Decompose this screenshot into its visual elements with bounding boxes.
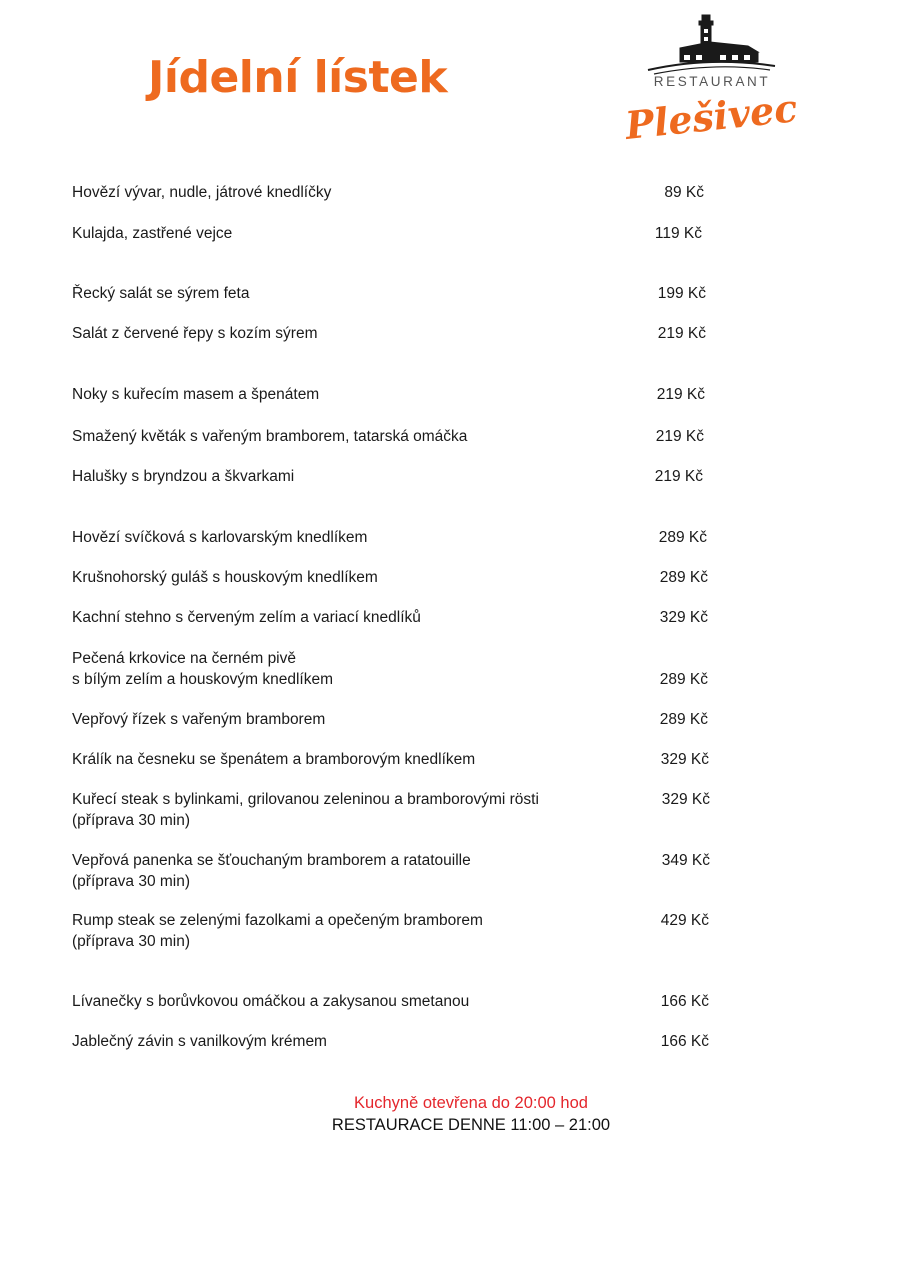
footer [0, 1092, 900, 1136]
item-price: 219 Kč [655, 428, 704, 445]
menu-item [72, 789, 712, 831]
item-name: Kachní stehno s červeným zelím a variací knedlíků [72, 609, 421, 626]
menu-item [72, 283, 712, 304]
item-price: 119 Kč [654, 225, 702, 242]
menu-item [72, 709, 712, 730]
item-price: 289 Kč [659, 711, 708, 728]
item-price: 329 Kč [660, 751, 709, 768]
item-price: 329 Kč [659, 609, 708, 626]
item-name: Vepřový řízek s vařeným bramborem [72, 711, 326, 728]
menu-item [72, 1031, 712, 1052]
menu-item [72, 527, 712, 548]
item-name: Hovězí vývar, nudle, játrové knedlíčky [72, 184, 332, 201]
item-name-line2: (příprava 30 min) [72, 812, 191, 829]
menu-item [72, 850, 712, 892]
item-name: Smažený květák s vařeným bramborem, tatarská omáčka [72, 428, 468, 445]
opening-hours: RESTAURACE DENNE 11:00 – 21:00 [331, 1116, 611, 1134]
item-name: Vepřová panenka se šťouchaným bramborem a ratatouille [72, 852, 471, 869]
item-price: 199 Kč [657, 285, 706, 302]
page-title: Jídelní lístek [148, 52, 448, 103]
item-name: Salát z červené řepy s kozím sýrem [72, 325, 318, 342]
item-price: 289 Kč [658, 529, 707, 546]
item-price: 219 Kč [654, 468, 703, 485]
item-name: Kulajda, zastřené vejce [72, 225, 233, 242]
menu-item [72, 323, 712, 344]
kitchen-hours-note: Kuchyně otevřena do 20:00 hod [354, 1094, 588, 1112]
item-name: Rump steak se zelenými fazolkami a opečeným bramborem [72, 912, 483, 929]
logo-name: Plešivec [623, 85, 800, 148]
item-name: Pečená krkovice na černém pivě [72, 650, 297, 667]
item-name: Králík na česneku se špenátem a bramborovým knedlíkem [72, 751, 476, 768]
item-price: 166 Kč [660, 1033, 709, 1050]
logo-top-text: RESTAURANT [653, 74, 771, 89]
menu-item [72, 223, 712, 244]
menu-item [72, 648, 712, 690]
item-name-line2: (příprava 30 min) [72, 933, 191, 950]
item-price: 349 Kč [661, 852, 710, 869]
item-price: 219 Kč [657, 325, 706, 342]
item-name: Jablečný závin s vanilkovým krémem [72, 1033, 327, 1050]
menu-item [72, 384, 712, 405]
item-name-line2: (příprava 30 min) [72, 873, 191, 890]
item-name: Noky s kuřecím masem a špenátem [72, 386, 320, 403]
item-name: Hovězí svíčková s karlovarským knedlíkem [72, 529, 368, 546]
item-name: Řecký salát se sýrem feta [72, 285, 250, 302]
item-name: Halušky s bryndzou a škvarkami [72, 468, 295, 485]
item-price: 429 Kč [660, 912, 709, 929]
menu-item [72, 567, 712, 588]
item-price: 166 Kč [660, 993, 709, 1010]
menu-item [72, 910, 712, 952]
item-name-line2: s bílým zelím a houskovým knedlíkem [72, 671, 334, 688]
item-name: Kuřecí steak s bylinkami, grilovanou zeleninou a bramborovými rösti [72, 791, 539, 808]
item-price: 289 Kč [659, 569, 708, 586]
item-price: 289 Kč [659, 671, 708, 688]
item-name: Krušnohorský guláš s houskovým knedlíkem [72, 569, 378, 586]
item-price: 89 Kč [664, 184, 704, 201]
item-price: 219 Kč [656, 386, 705, 403]
item-price: 329 Kč [661, 791, 710, 808]
menu-item [72, 426, 712, 447]
menu-item [72, 466, 712, 487]
menu-item [72, 991, 712, 1012]
menu-item [72, 182, 712, 203]
menu-item [72, 749, 712, 770]
menu-item [72, 607, 712, 628]
item-name: Lívanečky s borůvkovou omáčkou a zakysanou smetanou [72, 993, 470, 1010]
